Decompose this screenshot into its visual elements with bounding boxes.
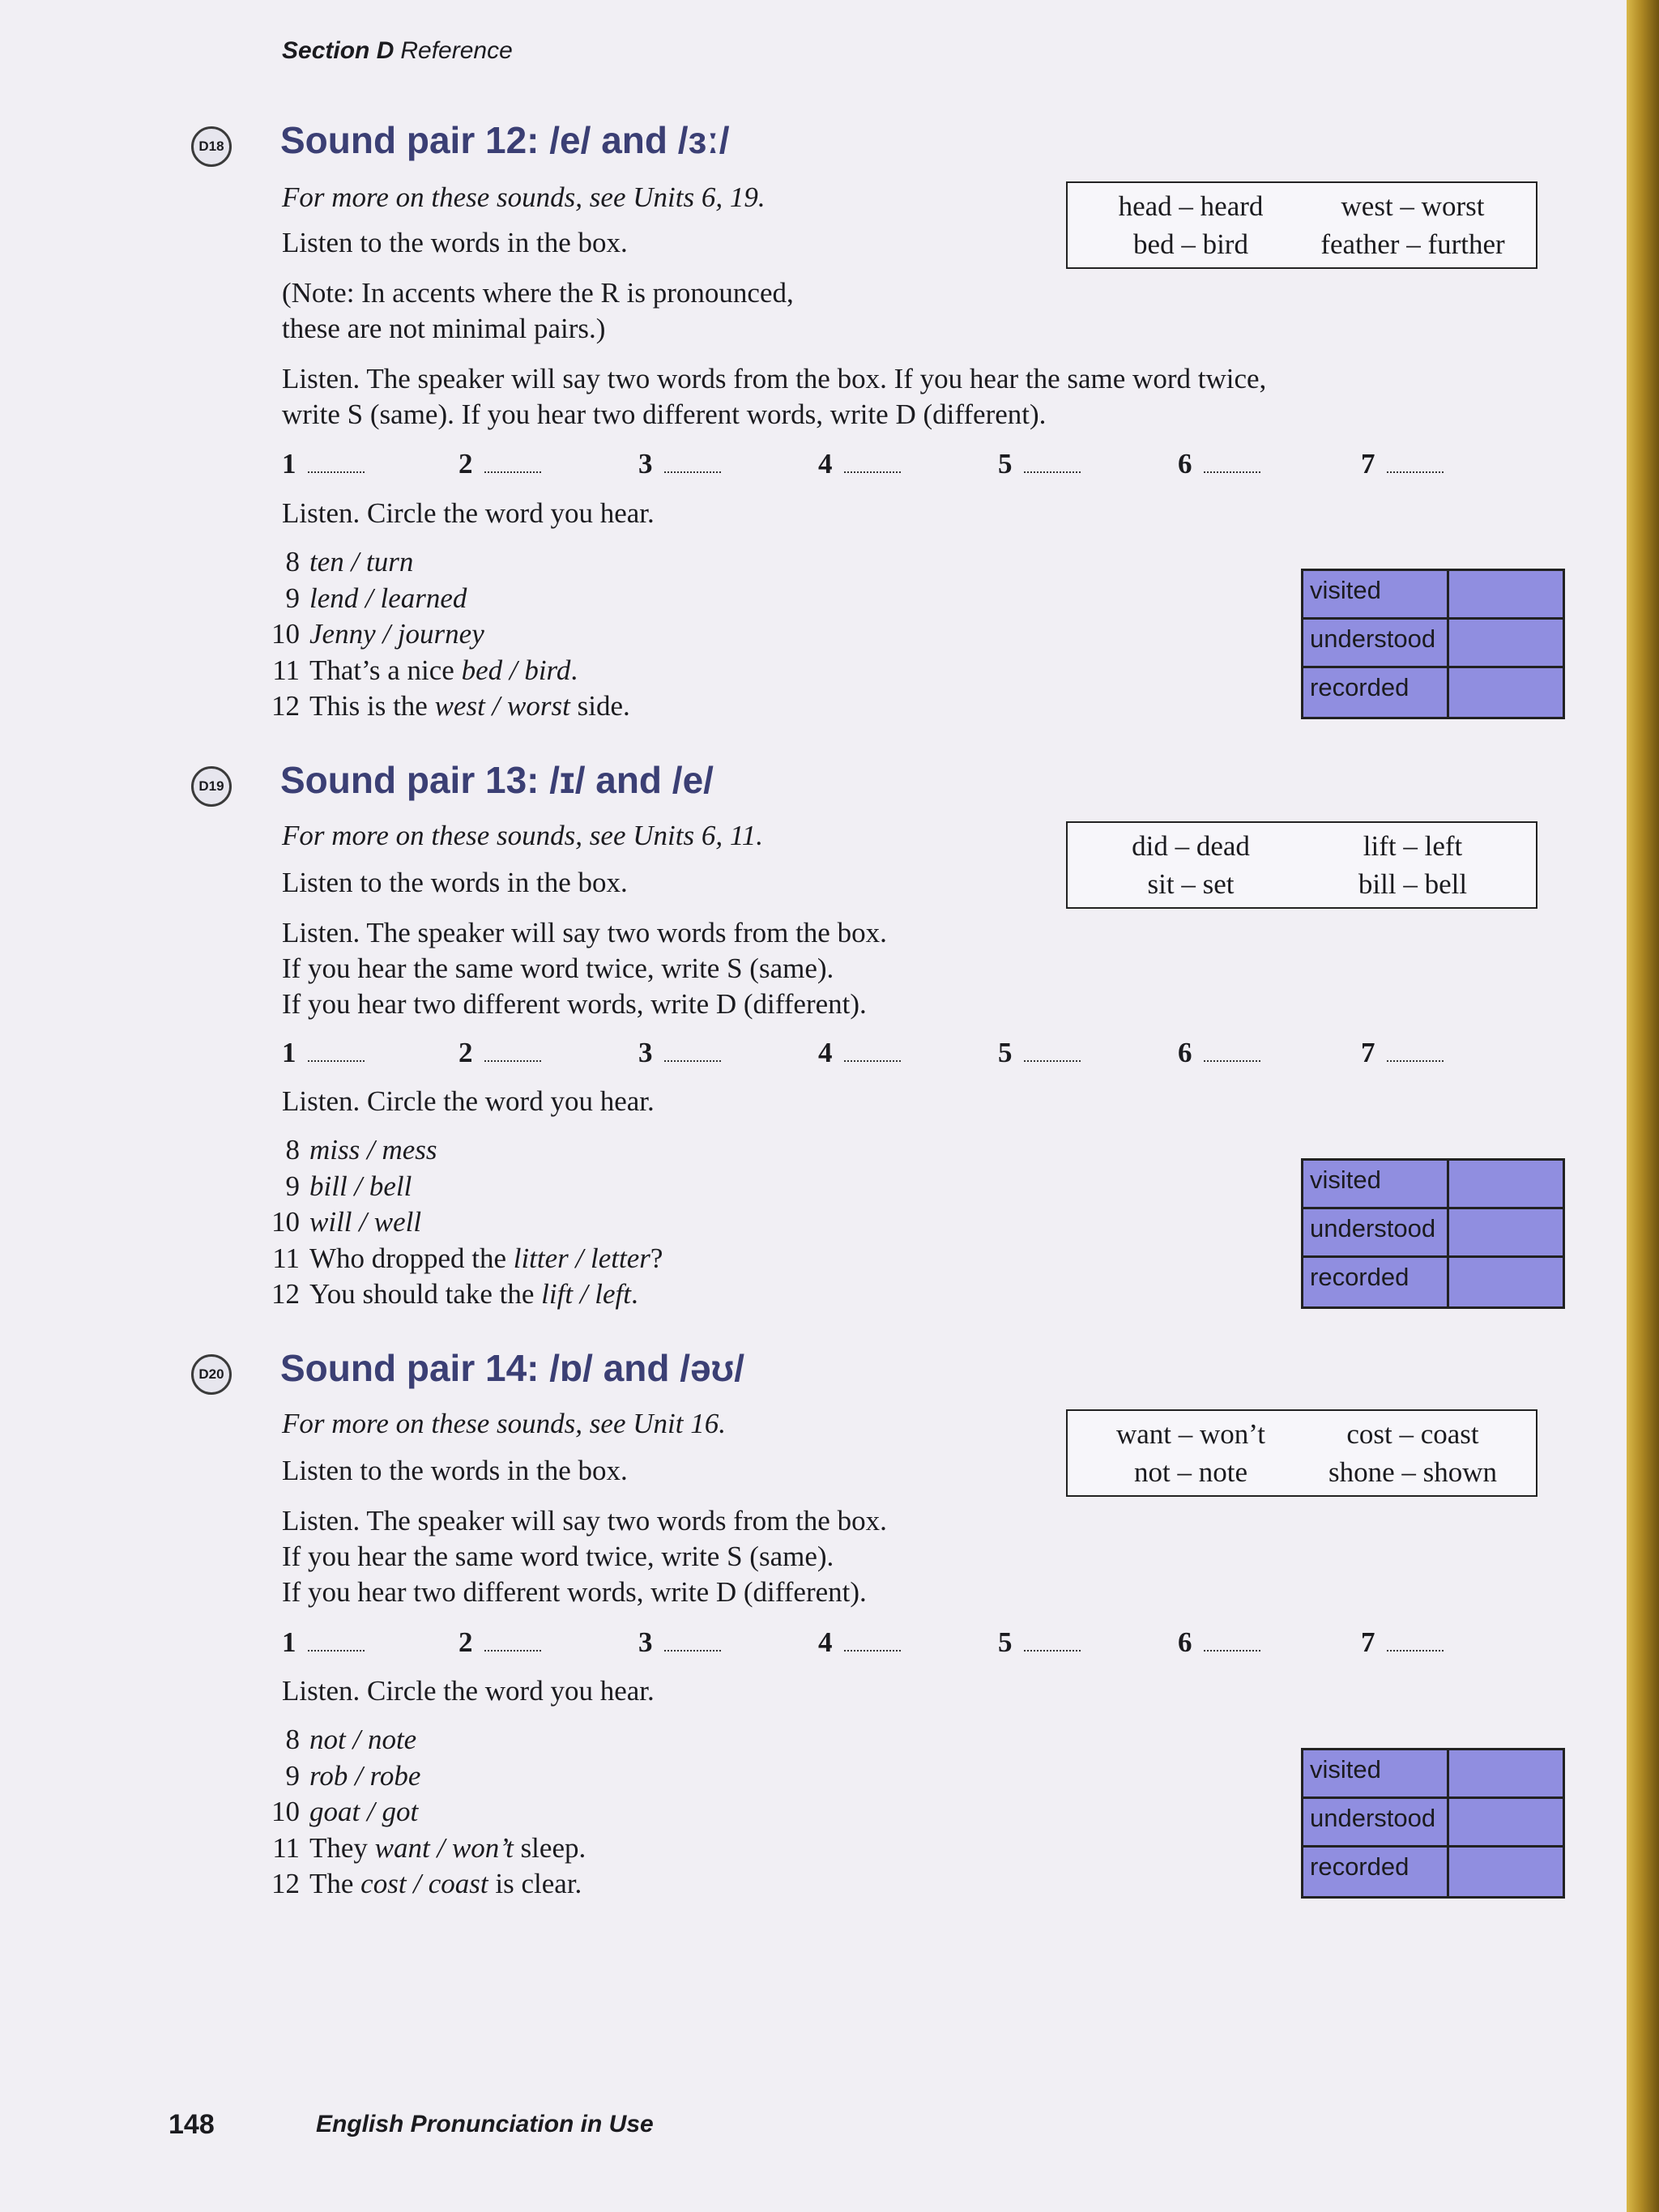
item-number: 11 [272,1831,300,1864]
listen-box-instruction: Listen to the words in the box. [282,867,628,898]
sentence-text: This is the [309,690,435,722]
answer-blank[interactable] [484,471,541,473]
answer-blank[interactable] [1387,1650,1444,1652]
answer-blanks-row [282,448,1465,484]
word-pair: did – dead [1132,830,1250,862]
word-choice[interactable]: lift / left [541,1278,631,1310]
book-title: English Pronunciation in Use [316,2111,654,2137]
item-number: 11 [272,654,300,686]
word-choice[interactable]: will / well [309,1206,422,1238]
understood-checkbox[interactable] [1449,1799,1563,1848]
progress-label: visited [1303,1750,1449,1799]
blank-number: 1 [282,1626,296,1658]
exercise-list [267,544,630,725]
item-number: 12 [271,1868,300,1899]
answer-blank[interactable] [1024,1060,1081,1062]
note-line: (Note: In accents where the R is pronounced, [282,277,794,309]
item-number: 12 [271,690,300,722]
section-title: Sound pair 12: /e/ and /ɜː/ [280,119,730,161]
exercise-list [267,1132,663,1313]
understood-checkbox[interactable] [1449,1209,1563,1258]
list-item [267,1132,663,1169]
answer-blanks-row [282,1037,1465,1072]
blank-number: 2 [458,1626,473,1658]
word-pair: west – worst [1341,190,1485,222]
word-box [1066,821,1537,909]
section-title: Sound pair 13: /ɪ/ and /e/ [280,759,714,801]
blank-number: 1 [282,1037,296,1068]
sentence-text: . [570,654,578,686]
understood-checkbox[interactable] [1449,620,1563,668]
progress-label: visited [1303,571,1449,620]
accent-note [282,275,794,347]
blank-number: 4 [818,448,833,479]
sentence-text: That’s a nice [309,654,462,686]
cd-track-icon[interactable]: D20 [191,1354,232,1395]
sentence-text: The [309,1868,361,1899]
progress-tracker [1301,569,1565,719]
item-number: 9 [285,582,300,614]
answer-blank[interactable] [308,471,365,473]
word-pair: sit – set [1147,868,1235,900]
blank-number: 6 [1178,1037,1192,1068]
word-pair: want – won’t [1115,1418,1266,1450]
see-units-note: For more on these sounds, see Unit 16. [282,1408,726,1439]
item-number: 12 [271,1278,300,1310]
answer-blank[interactable] [1204,1060,1260,1062]
blank-number: 3 [638,1037,653,1068]
progress-tracker [1301,1158,1565,1309]
word-choice[interactable]: litter / letter [513,1242,650,1274]
circle-instruction: Listen. Circle the word you hear. [282,497,655,529]
instruction-line: Listen. The speaker will say two words from the box. [282,917,887,948]
sentence-text: You should take the [309,1278,542,1310]
blank-number: 7 [1361,448,1375,479]
recorded-checkbox[interactable] [1449,1258,1563,1306]
blank-number: 7 [1361,1626,1375,1658]
list-item [267,653,630,689]
list-item [267,1204,663,1241]
answer-blank[interactable] [308,1060,365,1062]
cd-track-icon[interactable]: D19 [191,766,232,807]
see-units-note: For more on these sounds, see Units 6, 19. [282,181,766,213]
sentence-text: . [631,1278,638,1310]
word-box [1066,1409,1537,1497]
answer-blank[interactable] [484,1060,541,1062]
book-spine-edge [1627,0,1659,2212]
section-title: Sound pair 14: /ɒ/ and /əʊ/ [280,1347,744,1389]
progress-tracker [1301,1748,1565,1899]
progress-label: recorded [1303,1258,1449,1306]
instruction-line: write S (same). If you hear two different words, write D (different). [282,399,1047,430]
blank-number: 5 [998,1626,1013,1658]
progress-label: recorded [1303,1848,1449,1896]
item-number: 10 [271,1796,300,1827]
word-choice[interactable]: goat / got [309,1796,419,1827]
sentence-text: side. [569,690,630,722]
progress-label: recorded [1303,668,1449,717]
cd-track-icon[interactable]: D18 [191,126,232,167]
running-header [282,37,513,65]
answer-blank[interactable] [664,1650,721,1652]
reference-label: Reference [400,37,513,64]
visited-checkbox[interactable] [1449,1750,1563,1799]
word-choice[interactable]: not / note [309,1724,417,1755]
same-different-instructions [282,915,887,1022]
same-different-instructions [282,361,1266,433]
list-item [267,1831,586,1867]
blank-number: 5 [998,1037,1013,1068]
item-number: 9 [285,1170,300,1202]
blank-number: 4 [818,1037,833,1068]
word-choice[interactable]: want / won’t [374,1831,514,1864]
word-choice[interactable]: miss / mess [309,1134,437,1166]
sentence-text: is clear. [488,1868,582,1899]
blank-number: 4 [818,1626,833,1658]
instruction-line: Listen. The speaker will say two words from the box. [282,1505,887,1536]
word-choice[interactable]: bill / bell [309,1170,412,1202]
page-number: 148 [168,2109,215,2140]
word-pair: not – note [1134,1456,1247,1488]
list-item [267,1241,663,1277]
word-pair: cost – coast [1346,1418,1479,1450]
list-item [267,616,630,653]
exercise-list [267,1722,586,1903]
word-pair: bill – bell [1358,868,1468,900]
list-item [267,1276,663,1313]
item-number: 10 [271,618,300,650]
sentence-text: sleep. [513,1831,586,1864]
word-pair: head – heard [1118,190,1264,222]
answer-blanks-row [282,1626,1465,1662]
answer-blank[interactable] [1024,1650,1081,1652]
listen-box-instruction: Listen to the words in the box. [282,1455,628,1486]
same-different-instructions [282,1503,887,1610]
word-pair: lift – left [1363,830,1463,862]
section-label: Section D [282,37,394,64]
answer-blank[interactable] [844,471,901,473]
answer-blank[interactable] [308,1650,365,1652]
item-number: 10 [271,1206,300,1238]
blank-number: 7 [1361,1037,1375,1068]
word-choice[interactable]: cost / coast [360,1868,488,1899]
word-pair: bed – bird [1133,228,1248,260]
progress-label: visited [1303,1161,1449,1209]
word-pair: feather – further [1320,228,1505,260]
instruction-line: If you hear two different words, write D (different). [282,988,867,1020]
progress-label: understood [1303,1799,1449,1848]
list-item [267,1722,586,1758]
word-choice[interactable]: lend / learned [309,582,467,614]
answer-blank[interactable] [1387,1060,1444,1062]
blank-number: 3 [638,1626,653,1658]
list-item [267,581,630,617]
answer-blank[interactable] [484,1650,541,1652]
blank-number: 2 [458,1037,473,1068]
answer-blank[interactable] [1204,471,1260,473]
answer-blank[interactable] [1024,471,1081,473]
blank-number: 1 [282,448,296,479]
sentence-text: ? [650,1242,663,1274]
recorded-checkbox[interactable] [1449,1848,1563,1896]
item-number: 9 [285,1759,300,1792]
progress-label: understood [1303,620,1449,668]
word-choice[interactable]: bed / bird [461,654,571,686]
listen-box-instruction: Listen to the words in the box. [282,227,628,258]
word-pair: shone – shown [1328,1456,1498,1488]
blank-number: 5 [998,448,1013,479]
answer-blank[interactable] [1204,1650,1260,1652]
recorded-checkbox[interactable] [1449,668,1563,717]
answer-blank[interactable] [664,471,721,473]
instruction-line: If you hear the same word twice, write S (same). [282,1541,834,1572]
word-box [1066,181,1537,269]
list-item [267,688,630,725]
item-number: 11 [272,1242,300,1274]
blank-number: 2 [458,448,473,479]
circle-instruction: Listen. Circle the word you hear. [282,1085,655,1117]
item-number: 8 [285,1724,300,1755]
list-item [267,1866,586,1903]
sentence-text: They [309,1831,375,1864]
visited-checkbox[interactable] [1449,571,1563,620]
sentence-text: Who dropped the [309,1242,514,1274]
visited-checkbox[interactable] [1449,1161,1563,1209]
blank-number: 3 [638,448,653,479]
item-number: 8 [285,1134,300,1166]
list-item [267,544,630,581]
instruction-line: If you hear two different words, write D (different). [282,1576,867,1608]
progress-label: understood [1303,1209,1449,1258]
word-choice[interactable]: ten / turn [309,546,414,578]
blank-number: 6 [1178,448,1192,479]
blank-number: 6 [1178,1626,1192,1658]
instruction-line: If you hear the same word twice, write S (same). [282,953,834,984]
answer-blank[interactable] [844,1060,901,1062]
word-choice[interactable]: rob / robe [309,1759,421,1792]
list-item [267,1794,586,1831]
item-number: 8 [285,546,300,578]
word-choice[interactable]: Jenny / journey [309,618,484,650]
answer-blank[interactable] [844,1650,901,1652]
answer-blank[interactable] [1387,471,1444,473]
list-item [267,1758,586,1795]
answer-blank[interactable] [664,1060,721,1062]
word-choice[interactable]: west / worst [434,690,570,722]
circle-instruction: Listen. Circle the word you hear. [282,1675,655,1707]
see-units-note: For more on these sounds, see Units 6, 11. [282,820,763,851]
instruction-line: Listen. The speaker will say two words from the box. If you hear the same word twice, [282,363,1267,394]
list-item [267,1169,663,1205]
note-line: these are not minimal pairs.) [282,313,606,344]
